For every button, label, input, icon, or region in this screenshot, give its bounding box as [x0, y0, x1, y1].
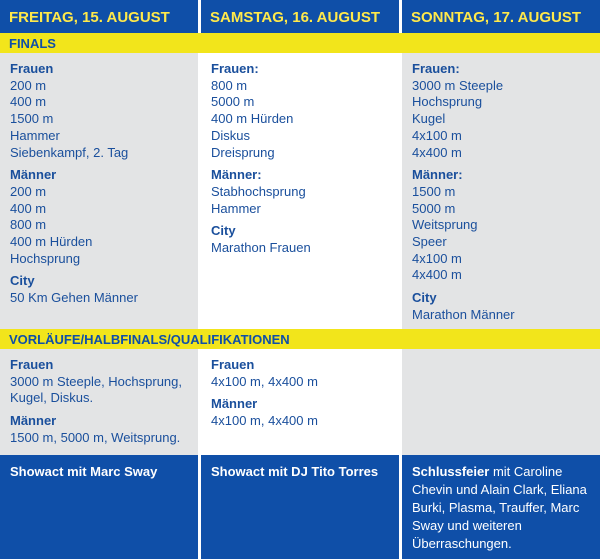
list-item: 4x400 m: [412, 267, 462, 283]
list-item: 1500 m: [10, 111, 54, 127]
group-title-maenner: Männer: [10, 167, 57, 183]
list-item: 3000 m Steeple: [412, 77, 504, 93]
list-item: 4x100 m, 4x400 m: [211, 373, 318, 389]
vorlaeufe-friday-cell: [0, 349, 198, 455]
section-vorlaeufe-bar: VORLÄUFE/HALBFINALS/QUALIFIKATIONEN: [0, 329, 600, 349]
list-item: 5000 m: [211, 94, 255, 110]
section-finals-bar: FINALS: [0, 33, 600, 53]
list-item: 200 m: [10, 183, 47, 199]
list-item: 400 m: [10, 200, 47, 216]
list-item: Marathon Männer: [412, 306, 515, 322]
list-item: Hammer: [10, 127, 60, 143]
list-item: 800 m: [10, 217, 47, 233]
group-title-frauen: Frauen: [10, 61, 54, 76]
group-title-maenner: Männer: [10, 413, 57, 429]
showact-saturday-text: Showact mit DJ Tito Torres: [211, 464, 379, 479]
list-item: 400 m: [10, 94, 47, 110]
list-item: Speer: [412, 234, 447, 250]
list-item: 1500 m: [412, 183, 456, 199]
list-item: Kugel: [412, 111, 446, 127]
list-item: Stabhochsprung: [211, 183, 306, 199]
list-item: 4x100 m, 4x400 m: [211, 413, 318, 429]
group-title-frauen: Frauen:: [211, 61, 259, 76]
group-title-city: City: [211, 223, 236, 239]
list-item: 4x100 m: [412, 127, 462, 143]
list-item: 5000 m: [412, 200, 456, 216]
group-title-city: City: [412, 290, 437, 306]
showact-friday: [0, 455, 198, 559]
list-item: 1500 m, 5000 m, Weitsprung.: [10, 429, 181, 445]
group-title-frauen: Frauen: [211, 357, 255, 372]
list-item: 200 m: [10, 77, 47, 93]
list-item: Hammer: [211, 200, 261, 216]
day-header-sunday: SONNTAG, 17. AUGUST: [402, 0, 600, 33]
showact-saturday: [201, 455, 399, 559]
day-header-saturday: SAMSTAG, 16. AUGUST: [201, 0, 399, 33]
list-item: 4x400 m: [412, 144, 462, 160]
list-item: 4x100 m: [412, 250, 462, 266]
group-title-frauen: Frauen: [10, 357, 54, 372]
day-header-friday: FREITAG, 15. AUGUST: [0, 0, 198, 33]
list-item: Kugel, Diskus.: [10, 390, 94, 406]
showact-friday-text: Showact mit Marc Sway: [10, 464, 158, 479]
group-title-maenner: Männer:: [211, 167, 262, 183]
list-item: 400 m Hürden: [10, 234, 93, 250]
group-title-city: City: [10, 273, 35, 289]
group-title-maenner: Männer:: [412, 167, 463, 183]
vorlaeufe-sunday-cell: [402, 349, 600, 455]
list-item: 400 m Hürden: [211, 111, 294, 127]
group-title-frauen: Frauen:: [412, 61, 460, 76]
showact-sunday-text: mit Caroline Chevin und Alain Clark, Eliana Burki, Plasma, Trauffer, Marc Sway und weiteren Überraschungen.: [412, 464, 587, 551]
list-item: Hochsprung: [10, 250, 81, 266]
showact-sunday: [402, 455, 600, 559]
showact-sunday-title: Schlussfeier: [412, 464, 490, 479]
list-item: 800 m: [211, 77, 248, 93]
finals-saturday-cell: [201, 53, 399, 329]
list-item: Hochsprung: [412, 94, 483, 110]
list-item: Dreisprung: [211, 144, 275, 160]
list-item: Marathon Frauen: [211, 240, 311, 256]
group-title-maenner: Männer: [211, 396, 258, 412]
finals-friday-cell: [0, 53, 198, 329]
finals-sunday-cell: [402, 53, 600, 329]
list-item: Siebenkampf, 2. Tag: [10, 144, 129, 160]
list-item: Weitsprung: [412, 217, 478, 233]
list-item: Diskus: [211, 127, 251, 143]
vorlaeufe-saturday-cell: [201, 349, 399, 455]
list-item: 50 Km Gehen Männer: [10, 290, 138, 306]
list-item: 3000 m Steeple, Hochsprung,: [10, 373, 182, 389]
